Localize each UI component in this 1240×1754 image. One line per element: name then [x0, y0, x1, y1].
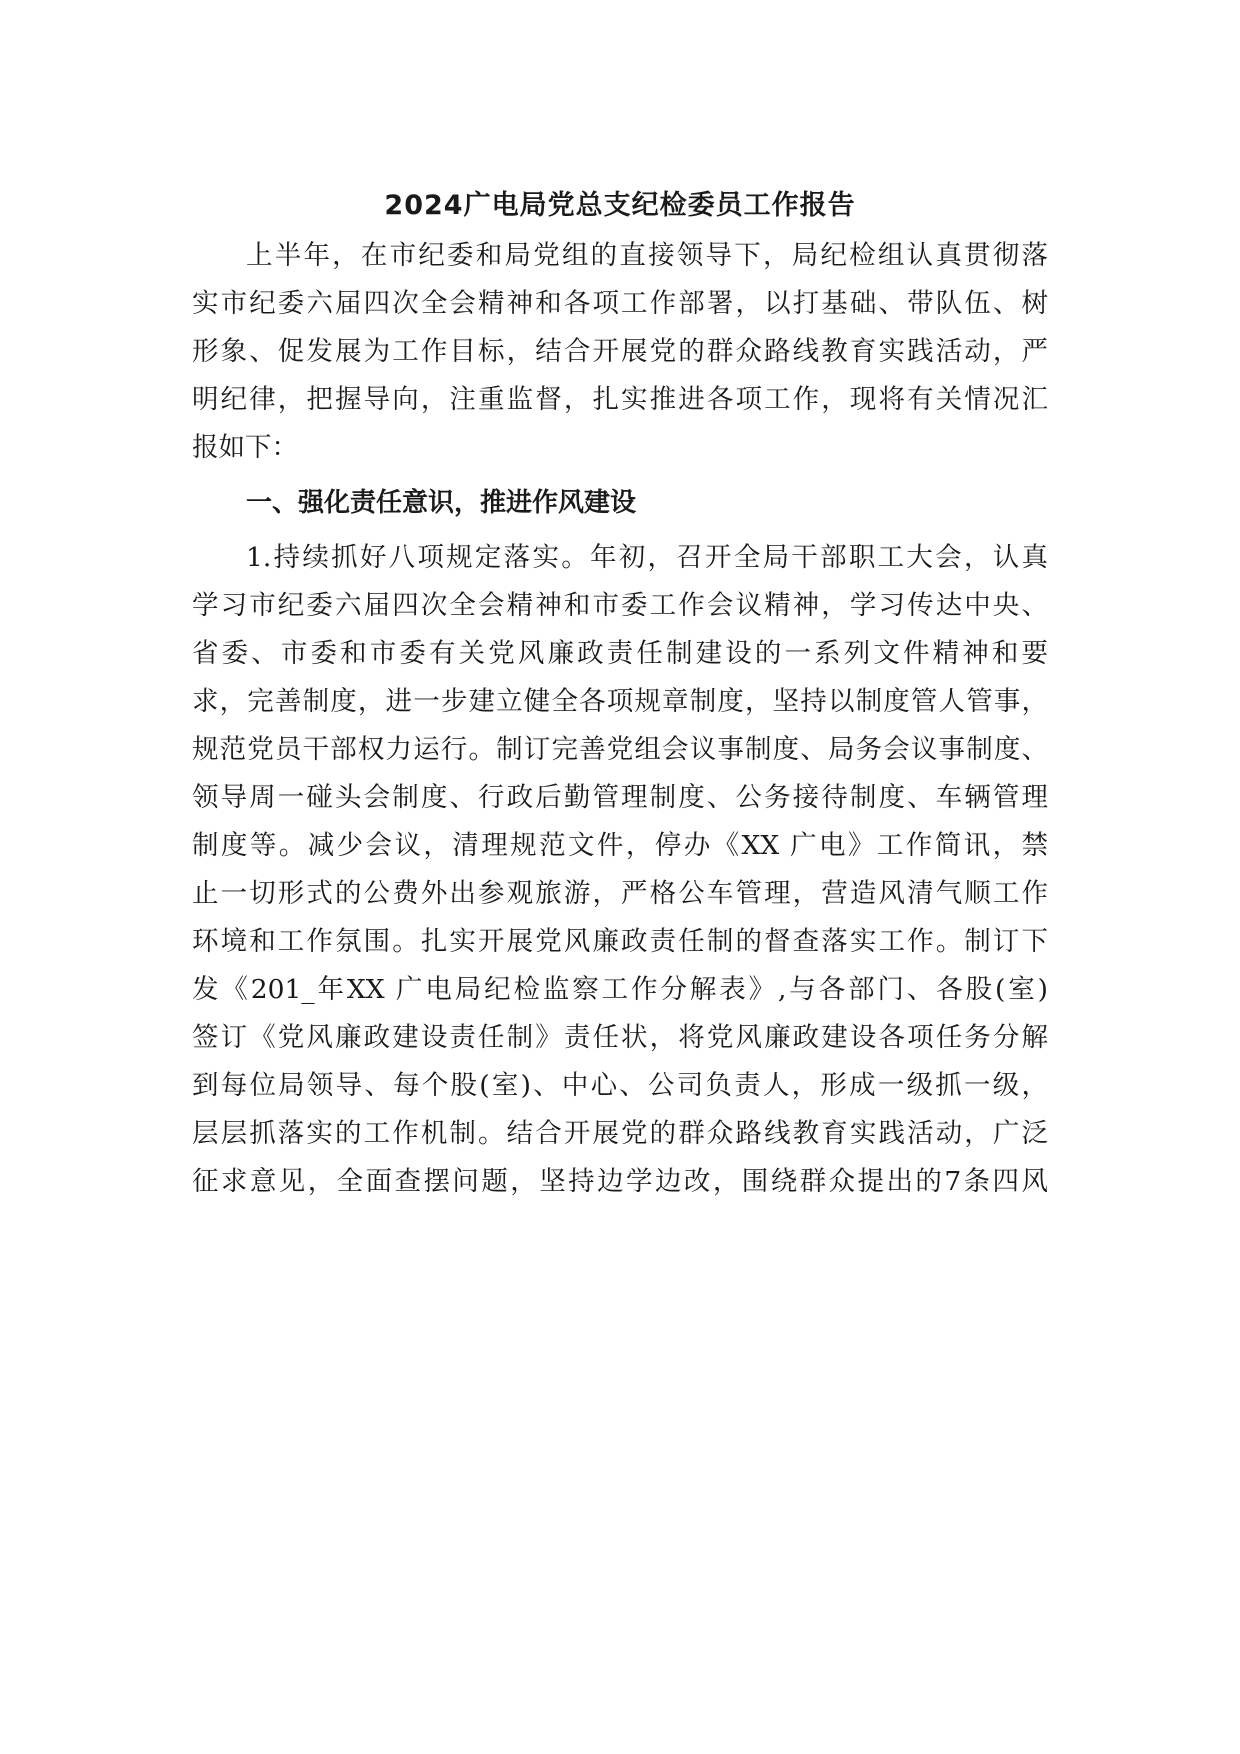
item1-line-8: 止一切形式的公费外出参观旅游，严格公车管理，营造风清气顺工作 — [192, 878, 1048, 909]
item1-line-13: 层层抓落实的工作机制。结合开展党的群众路线教育实践活动，广泛 — [192, 1118, 1048, 1149]
item1-line-4: 求，完善制度，进一步建立健全各项规章制度，坚持以制度管人管事， — [192, 686, 1048, 717]
item1-line-10: 发《201_年XX 广电局纪检监察工作分解表》,与各部门、各股(室) — [192, 974, 1048, 1005]
item1-line-5: 规范党员干部权力运行。制订完善党组会议事制度、局务会议事制度、 — [192, 734, 1048, 765]
item1-line-1: 1.持续抓好八项规定落实。年初，召开全局干部职工大会，认真 — [246, 542, 1048, 573]
item1-line-11: 签订《党风廉政建设责任制》责任状，将党风廉政建设各项任务分解 — [192, 1022, 1048, 1053]
intro-line-3: 形象、促发展为工作目标，结合开展党的群众路线教育实践活动，严 — [192, 336, 1048, 367]
document-title: 2024广电局党总支纪检委员工作报告 — [384, 190, 856, 221]
item1-line-7: 制度等。减少会议，清理规范文件，停办《XX 广电》工作简讯，禁 — [192, 830, 1048, 861]
item1-line-12: 到每位局领导、每个股(室)、中心、公司负责人，形成一级抓一级， — [192, 1070, 1048, 1101]
item1-line-2: 学习市纪委六届四次全会精神和市委工作会议精神，学习传达中央、 — [192, 590, 1048, 621]
item1-line-9: 环境和工作氛围。扎实开展党风廉政责任制的督查落实工作。制订下 — [192, 926, 1048, 957]
intro-line-1: 上半年，在市纪委和局党组的直接领导下，局纪检组认真贯彻落 — [246, 240, 1048, 271]
item1-line-6: 领导周一碰头会制度、行政后勤管理制度、公务接待制度、车辆管理 — [192, 782, 1048, 813]
section-heading-1: 一、强化责任意识，推进作风建设 — [246, 488, 637, 518]
intro-line-2: 实市纪委六届四次全会精神和各项工作部署，以打基础、带队伍、树 — [192, 288, 1048, 319]
item1-line-3: 省委、市委和市委有关党风廉政责任制建设的一系列文件精神和要 — [192, 638, 1048, 669]
intro-line-4: 明纪律，把握导向，注重监督，扎实推进各项工作，现将有关情况汇 — [192, 384, 1048, 415]
intro-line-5: 报如下： — [192, 432, 298, 463]
item1-line-14: 征求意见，全面查摆问题，坚持边学边改，围绕群众提出的7条四风 — [192, 1166, 1048, 1197]
